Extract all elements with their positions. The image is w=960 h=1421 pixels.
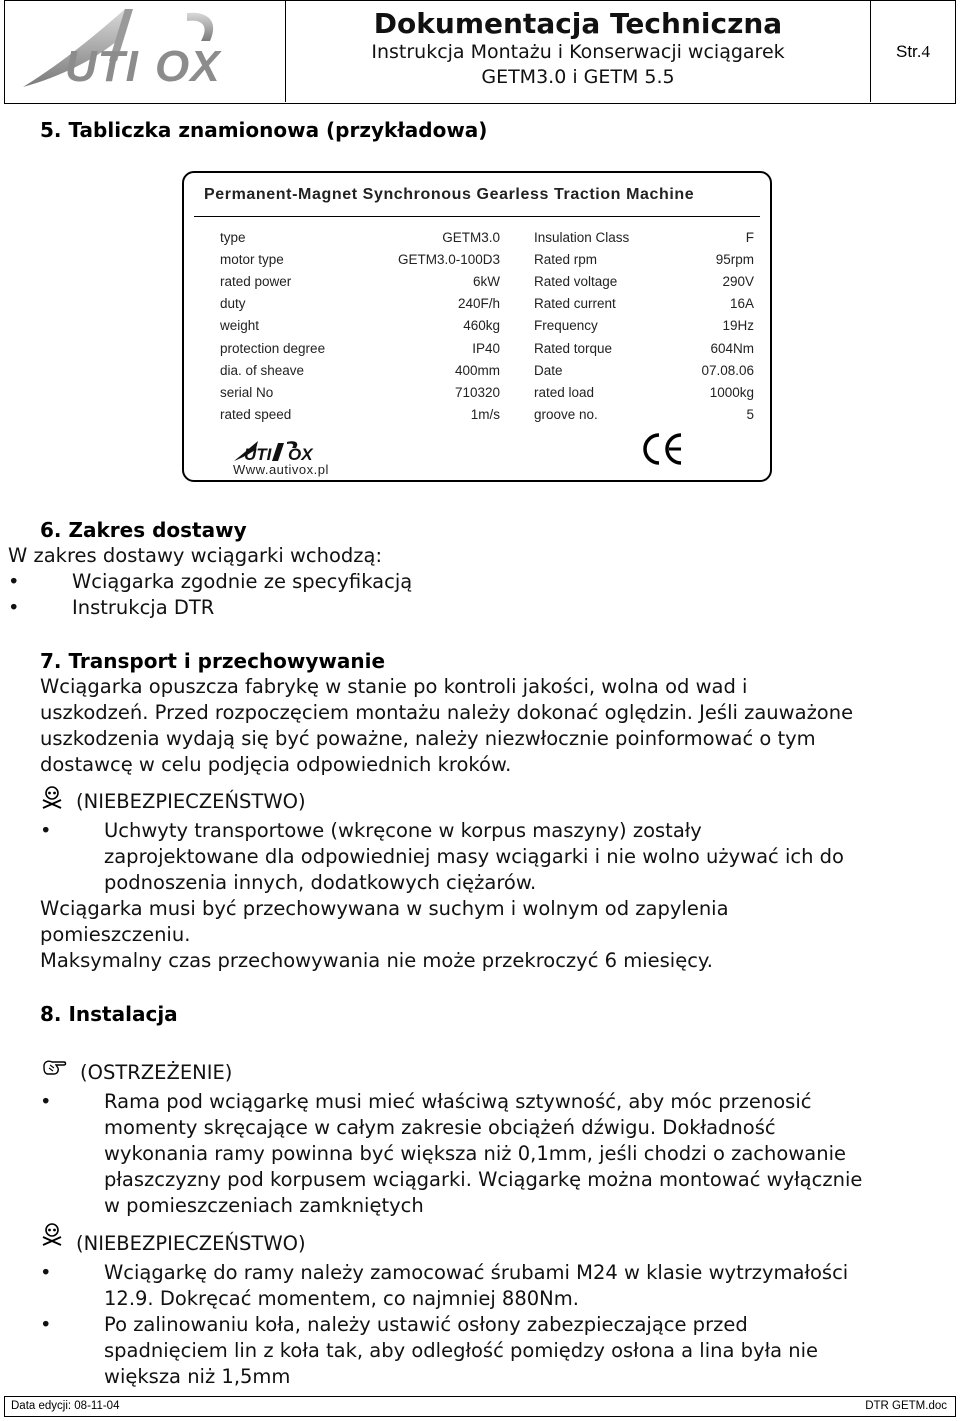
document-footer [4, 1396, 956, 1417]
nameplate-label: dia. of sheave [220, 362, 305, 378]
paragraph-line: uszkodzeń. Przed rozpoczęciem montażu należy dokonać oględzin. Jeśli zauważone [40, 701, 854, 724]
nameplate-value: 1000kg [709, 384, 754, 400]
bullet-line: zaprojektowane dla odpowiedniej masy wciągarki i nie wolno używać ich do [104, 845, 844, 868]
danger-label: (NIEBEZPIECZEŃSTWO) [76, 790, 306, 813]
skull-crossbones-icon [40, 785, 64, 813]
bullet-line: • Uchwyty transportowe (wkręcone w korpus maszyny) zostały [104, 818, 702, 844]
nameplate-label: Rated torque [534, 340, 613, 356]
paragraph-line: Wciągarka opuszcza fabrykę w stanie po kontroli jakości, wolna od wad i [40, 675, 748, 698]
bullet-line: momenty skręcające w całym zakresie obciążeń dźwigu. Dokładność [104, 1116, 776, 1139]
nameplate-value: 16A [729, 296, 754, 312]
bullet-line: podnoszenia innych, dodatkowych ciężarów. [104, 871, 537, 894]
nameplate-value: GETM3.0-100D3 [397, 252, 500, 268]
paragraph-line: Maksymalny czas przechowywania nie może przekroczyć 6 miesięcy. [40, 949, 713, 972]
nameplate-label: weight [220, 318, 260, 334]
bullet-line: spadnięciem lin z koła tak, aby odległość pomiędzy osłona a lina była nie [104, 1339, 819, 1362]
bullet-line: • Po zalinowaniu koła, należy ustawić osłony zabezpieczające przed [104, 1312, 748, 1338]
svg-text:UTI: UTI [65, 42, 139, 91]
nameplate-label: duty [220, 296, 246, 312]
paragraph-line: dostawcę w celu podjęcia odpowiednich kroków. [40, 753, 512, 776]
delivery-item: • Wciągarka zgodnie ze specyfikacją [72, 569, 412, 595]
bullet-line: 12.9. Dokręcać momentem, co najmniej 880Nm. [104, 1287, 579, 1310]
bullet-line: • Wciągarkę do ramy należy zamocować śrubami M24 w klasie wytrzymałości [104, 1260, 848, 1286]
nameplate-label: Rated voltage [534, 274, 618, 290]
nameplate-row [184, 363, 770, 385]
file-name: DTR GETM.doc [865, 1400, 947, 1412]
nameplate-value: 5 [746, 406, 754, 422]
company-logo [5, 1, 285, 102]
skull-crossbones-icon [40, 1222, 64, 1250]
nameplate-row [184, 407, 770, 429]
page-number-block [871, 1, 955, 102]
nameplate-label: Date [534, 362, 563, 378]
section-5-heading: 5. Tabliczka znamionowa (przykładowa) [40, 118, 488, 142]
nameplate-website: Www.autivox.pl [233, 462, 329, 477]
nameplate-label: Rated current [534, 296, 616, 312]
paragraph-line: pomieszczeniu. [40, 923, 191, 946]
document-header [4, 0, 956, 104]
nameplate-value: 19Hz [722, 318, 754, 334]
nameplate-label: protection degree [220, 340, 326, 356]
nameplate [182, 171, 772, 482]
nameplate-label: serial No [220, 384, 274, 400]
nameplate-value: 400mm [454, 362, 500, 378]
nameplate-value: 07.08.06 [701, 362, 754, 378]
nameplate-label: Insulation Class [534, 230, 630, 245]
pointing-hand-icon [40, 1056, 68, 1086]
nameplate-label: rated power [220, 274, 292, 290]
warning-label: (OSTRZEŻENIE) [80, 1061, 233, 1084]
nameplate-value: 604Nm [710, 340, 754, 356]
nameplate-value: 710320 [454, 384, 500, 400]
nameplate-row [184, 252, 770, 274]
page-label: Str. [895, 41, 922, 61]
nameplate-divider [194, 216, 760, 217]
document-subtitle-models: GETM3.0 i GETM 5.5 [481, 66, 675, 88]
nameplate-row [184, 318, 770, 340]
section-6-intro: W zakres dostawy wciągarki wchodzą: [8, 544, 383, 567]
nameplate-value: F [745, 230, 754, 245]
bullet-line: wykonania ramy powinna być większa niż 0,1mm, jeśli chodzi o zachowanie [104, 1142, 846, 1165]
nameplate-row [184, 274, 770, 296]
nameplate-value: IP40 [472, 340, 500, 356]
svg-text:OX: OX [155, 42, 221, 91]
danger-label: (NIEBEZPIECZEŃSTWO) [76, 1232, 306, 1255]
bullet-line: płaszczyzny pod korpusem wciągarki. Wciągarkę można montować wyłącznie [104, 1168, 863, 1191]
nameplate-label: Rated rpm [534, 252, 598, 268]
nameplate-value: GETM3.0 [442, 230, 500, 245]
paragraph-line: Wciągarka musi być przechowywana w suchym i wolnym od zapylenia [40, 897, 729, 920]
nameplate-label: rated speed [220, 406, 292, 422]
nameplate-row [184, 341, 770, 363]
page-number: 4 [921, 41, 930, 61]
paragraph-line: uszkodzenia wydają się być poważne, należy niezwłocznie poinformować o tym [40, 727, 816, 750]
nameplate-label: Frequency [534, 318, 598, 334]
document-title: Dokumentacja Techniczna [373, 7, 783, 40]
section-8-heading: 8. Instalacja [40, 1002, 178, 1026]
nameplate-value: 6kW [473, 274, 500, 290]
nameplate-row [184, 296, 770, 318]
section-7-heading: 7. Transport i przechowywanie [40, 649, 386, 673]
nameplate-label: rated load [534, 384, 595, 400]
delivery-item: • Instrukcja DTR [72, 595, 214, 621]
title-block [285, 1, 871, 102]
svg-text:OX: OX [288, 445, 313, 463]
edition-date: Data edycji: 08-11-04 [11, 1400, 120, 1412]
nameplate-title: Permanent-Magnet Synchronous Gearless Traction Machine [204, 186, 695, 203]
bullet-line: w pomieszczeniach zamkniętych [104, 1194, 424, 1217]
bullet-line: • Rama pod wciągarkę musi mieć właściwą sztywność, aby móc przenosić [104, 1089, 811, 1115]
nameplate-row [184, 385, 770, 407]
nameplate-row [184, 230, 770, 252]
nameplate-value: 240F/h [457, 296, 500, 312]
nameplate-label: groove no. [534, 406, 598, 422]
ce-mark-icon [639, 432, 685, 471]
svg-text:UTI: UTI [244, 445, 272, 463]
nameplate-label: motor type [220, 252, 284, 268]
bullet-line: większa niż 1,5mm [104, 1365, 291, 1388]
nameplate-label: type [220, 230, 246, 245]
nameplate-value: 95rpm [715, 252, 754, 268]
nameplate-value: 1m/s [470, 406, 500, 422]
nameplate-value: 290V [722, 274, 754, 290]
nameplate-value: 460kg [463, 318, 500, 334]
document-subtitle: Instrukcja Montażu i Konserwacji wciągarek [371, 41, 785, 63]
section-6-heading: 6. Zakres dostawy [40, 518, 247, 542]
